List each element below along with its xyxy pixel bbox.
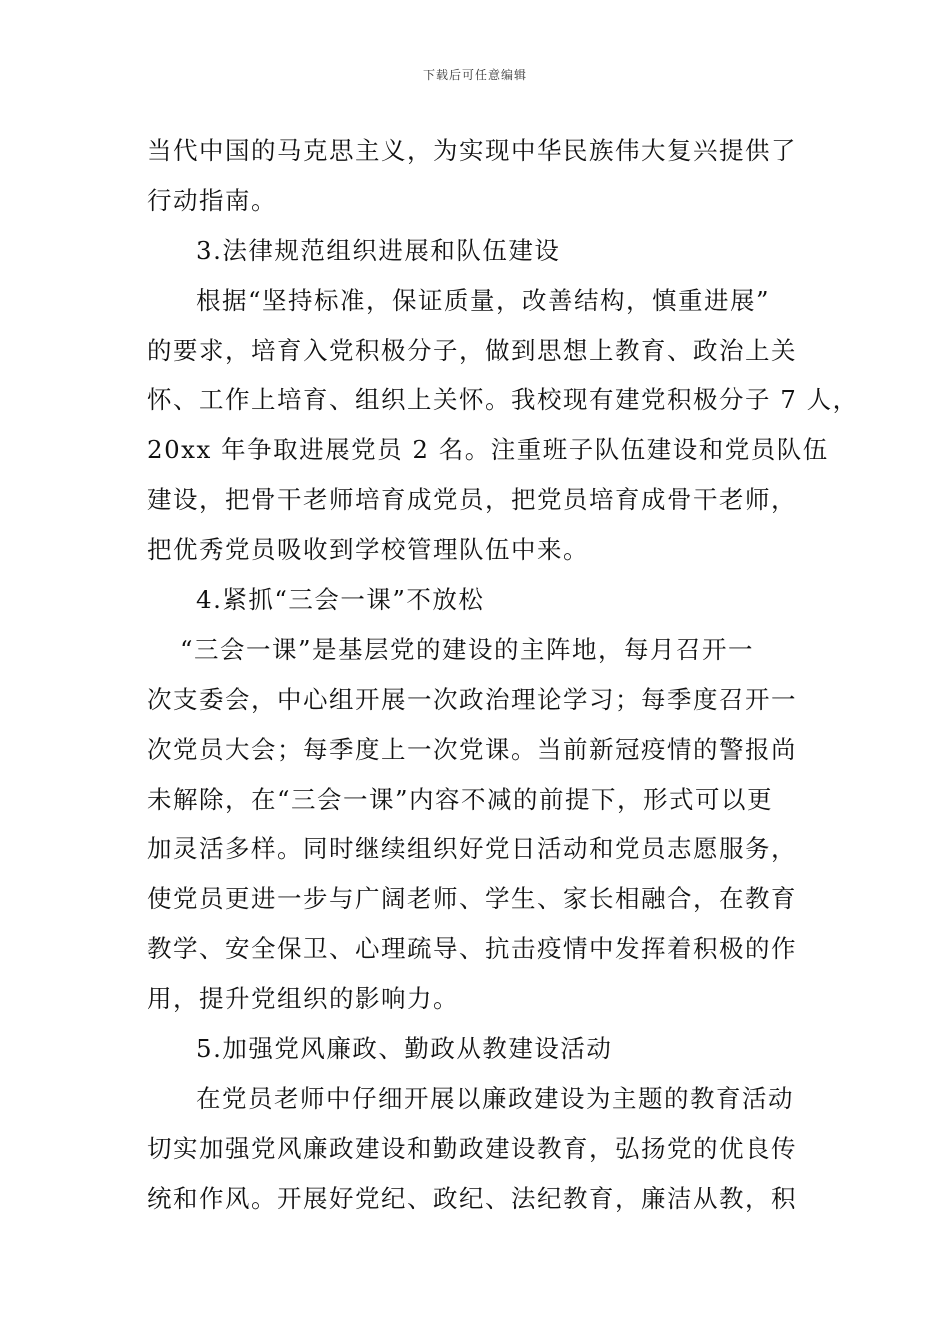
text-line: 在党员老师中仔细开展以廉政建设为主题的教育活动 (196, 1083, 794, 1113)
text-line: 4.紧抓“三会一课”不放松 (196, 585, 485, 615)
text-line: 20xx 年争取进展党员 2 名。注重班子队伍建设和党员队伍 (147, 435, 829, 465)
text-line: 怀、工作上培育、组织上关怀。我校现有建党积极分子 7 人， (147, 385, 859, 415)
text-line: 的要求，培育入党积极分子，做到思想上教育、政治上关 (147, 335, 797, 365)
text-line: 行动指南。 (147, 185, 277, 215)
document-body (147, 126, 859, 1224)
text-line: 未解除，在“三会一课”内容不减的前提下，形式可以更 (147, 784, 774, 814)
text-line: 根据“坚持标准，保证质量，改善结构，慎重进展” (196, 285, 771, 315)
text-line: 教学、安全保卫、心理疏导、抗击疫情中发挥着积极的作 (147, 934, 797, 964)
text-line: 次支委会，中心组开展一次政治理论学习；每季度召开一 (147, 684, 797, 714)
text-line: 5.加强党风廉政、勤政从教建设活动 (196, 1034, 613, 1064)
text-line: 次党员大会；每季度上一次党课。当前新冠疫情的警报尚 (147, 734, 797, 764)
header-note: 下载后可任意编辑 (422, 68, 527, 82)
text-line: 使党员更进一步与广阔老师、学生、家长相融合，在教育 (147, 884, 797, 914)
text-line: 用，提升党组织的影响力。 (147, 984, 459, 1014)
text-line: 把优秀党员吸收到学校管理队伍中来。 (147, 535, 589, 565)
text-line: 加灵活多样。同时继续组织好党日活动和党员志愿服务， (147, 834, 797, 864)
text-line: “三会一课”是基层党的建设的主阵地，每月召开一 (180, 634, 755, 664)
text-line: 切实加强党风廉政建设和勤政建设教育，弘扬党的优良传 (147, 1133, 797, 1163)
text-line: 当代中国的马克思主义，为实现中华民族伟大复兴提供了 (147, 136, 797, 165)
text-line: 3.法律规范组织进展和队伍建设 (196, 235, 561, 265)
text-line: 建设，把骨干老师培育成党员，把党员培育成骨干老师， (147, 485, 797, 515)
text-line: 统和作风。开展好党纪、政纪、法纪教育，廉洁从教，积 (147, 1183, 797, 1213)
